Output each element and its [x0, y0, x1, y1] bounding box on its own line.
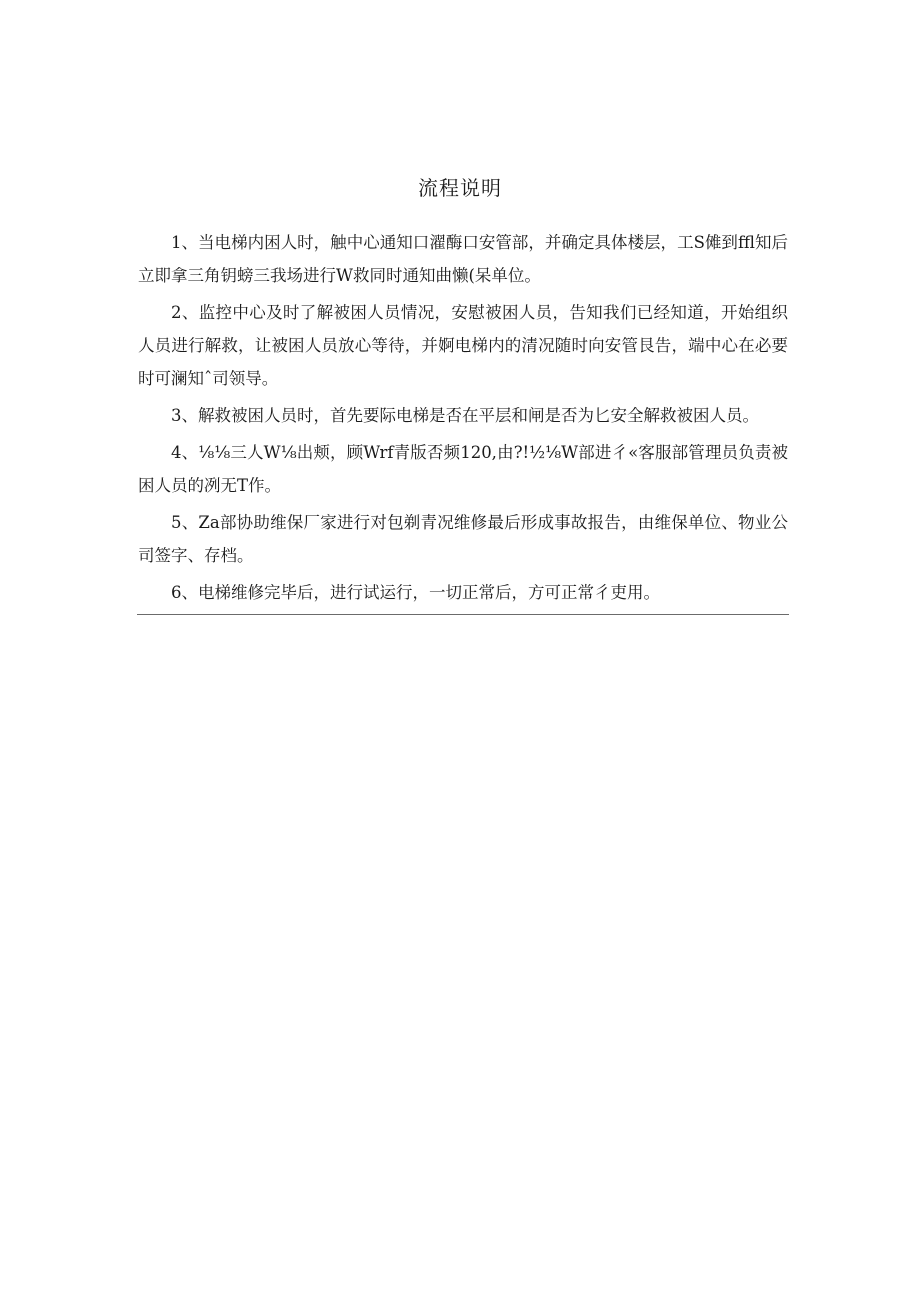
paragraph-step-1: 1、当电梯内困人时，触中心通知口濯酶口安管部，并确定具体楼层，工S傩到ffl知后立即拿三角钥螃三我场进行W救同时通知曲懒(呆单位。 — [138, 233, 788, 285]
horizontal-rule — [137, 614, 789, 615]
paragraph-step-2: 2、监控中心及时了解被困人员情况，安慰被困人员，告知我们已经知道，开始组织人员进行解救，让被困人员放心等待，并婀电梯内的清况随时向安管艮告，端中心在必要时可澜知ˆ司领导。 — [138, 303, 788, 388]
paragraph-step-3: 3、解救被困人员时，首先要际电梯是否在平层和闸是否为匕安全解救被困人员。 — [171, 406, 759, 425]
paragraph-step-6: 6、电梯维修完毕后，进行试运行，一切正常后，方可正常彳吏用。 — [171, 583, 660, 602]
paragraph-step-5: 5、Za部协助维保厂家进行对包剃青况维修最后形成事故报告，由维保单位、物业公司签字、存档。 — [138, 513, 788, 565]
paragraph-step-4: 4、⅛⅛三人W⅛出颊，顾Wrf青版否频120,由?!½⅛W部进彳«客服部管理员负责被困人员的冽无T作。 — [138, 443, 788, 495]
document-title: 流程说明 — [418, 176, 502, 200]
document-body — [138, 226, 788, 609]
